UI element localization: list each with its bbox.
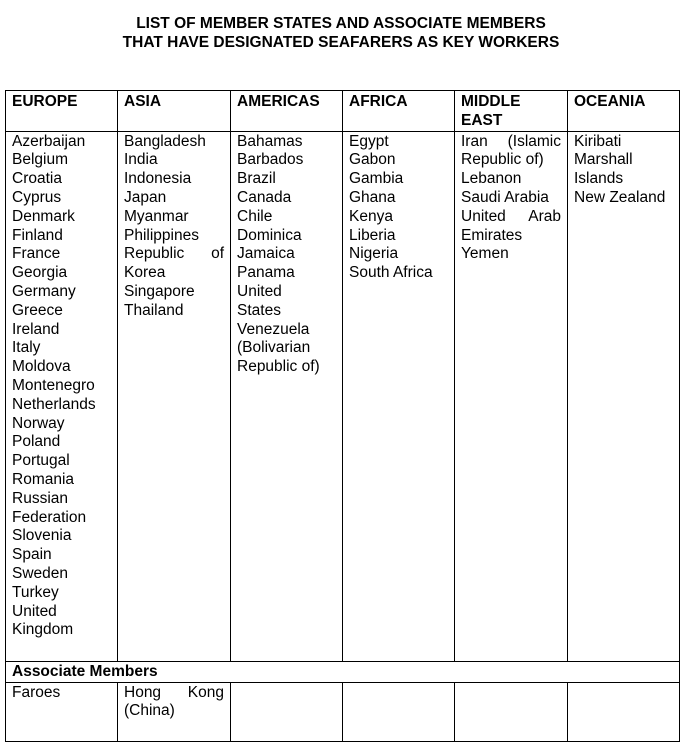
americas-cell <box>231 131 343 661</box>
list-item: Gambia <box>349 170 404 188</box>
list-item: Republic of) <box>461 151 544 169</box>
title-line-1: LIST OF MEMBER STATES AND ASSOCIATE MEMBERS <box>136 15 546 32</box>
list-item: Georgia <box>12 264 68 282</box>
europe-cell <box>6 131 118 661</box>
title-line-2: THAT HAVE DESIGNATED SEAFARERS AS KEY WORKERS <box>122 34 560 51</box>
list-item: (China) <box>124 702 175 720</box>
list-item: Greece <box>12 301 63 319</box>
list-item: Liberia <box>349 226 396 244</box>
header-asia: ASIA <box>118 91 231 132</box>
oceania-cell <box>568 131 680 661</box>
list-item: Bangladesh <box>124 132 206 150</box>
list-item: Moldova <box>12 358 71 376</box>
list-item: Turkey <box>12 583 59 601</box>
list-item: Brazil <box>237 170 276 188</box>
list-item: Cyprus <box>12 188 62 206</box>
header-africa: AFRICA <box>343 91 455 132</box>
list-item: Chile <box>237 207 273 225</box>
list-item: Hong Kong <box>124 683 224 701</box>
list-item: States <box>237 301 281 319</box>
list-item: South Africa <box>349 264 433 282</box>
list-item: Germany <box>12 282 76 300</box>
list-item: Russian <box>12 489 68 507</box>
list-item: Dominica <box>237 226 302 244</box>
list-item: Federation <box>12 508 87 526</box>
list-item: Faroes <box>12 683 61 701</box>
list-item: Yemen <box>461 245 509 263</box>
document-title <box>0 14 682 52</box>
list-item: United <box>237 282 282 300</box>
list-item: Panama <box>237 264 295 282</box>
header-americas: AMERICAS <box>231 91 343 132</box>
list-item: United <box>12 602 57 620</box>
list-item: Poland <box>12 433 61 451</box>
list-item: Ghana <box>349 188 396 206</box>
list-item: Azerbaijan <box>12 132 86 150</box>
list-item: Canada <box>237 188 292 206</box>
associate-members-row <box>6 682 680 741</box>
header-europe: EUROPE <box>6 91 118 132</box>
associate-africa-cell <box>343 682 455 741</box>
list-item: Denmark <box>12 207 75 225</box>
list-item: Emirates <box>461 226 523 244</box>
list-item: Islands <box>574 170 624 188</box>
list-item: Iran (Islamic <box>461 132 561 150</box>
list-item: Egypt <box>349 132 389 150</box>
associate-members-heading: Associate Members <box>6 661 680 682</box>
list-item: Italy <box>12 339 41 357</box>
list-item: Sweden <box>12 564 69 582</box>
list-item: India <box>124 151 158 169</box>
middle-east-cell <box>455 131 568 661</box>
list-item: Belgium <box>12 151 68 169</box>
list-item: Montenegro <box>12 376 95 394</box>
list-item: Singapore <box>124 282 195 300</box>
list-item: Saudi Arabia <box>461 188 549 206</box>
list-item: Finland <box>12 226 63 244</box>
list-item: Spain <box>12 546 52 564</box>
associate-americas-cell <box>231 682 343 741</box>
member-states-row <box>6 131 680 661</box>
list-item: Republic of <box>124 245 224 263</box>
list-item: Nigeria <box>349 245 399 263</box>
list-item: Netherlands <box>12 395 96 413</box>
list-item: Indonesia <box>124 170 192 188</box>
list-item: Ireland <box>12 320 60 338</box>
associate-middle-east-cell <box>455 682 568 741</box>
associate-asia-cell <box>118 682 231 741</box>
list-item: Japan <box>124 188 167 206</box>
list-item: Philippines <box>124 226 199 244</box>
list-item: Republic of) <box>237 358 320 376</box>
list-item: Korea <box>124 264 166 282</box>
asia-cell <box>118 131 231 661</box>
list-item: New Zealand <box>574 188 666 206</box>
list-item: Marshall <box>574 151 633 169</box>
header-oceania: OCEANIA <box>568 91 680 132</box>
list-item: Venezuela <box>237 320 310 338</box>
list-item: Slovenia <box>12 527 72 545</box>
list-item: Portugal <box>12 452 70 470</box>
list-item: Thailand <box>124 301 184 319</box>
list-item: Kenya <box>349 207 393 225</box>
list-item: Jamaica <box>237 245 295 263</box>
list-item: Romania <box>12 470 75 488</box>
associate-heading-row <box>6 661 680 682</box>
list-item: Kingdom <box>12 621 74 639</box>
header-middle-east: MIDDLE EAST <box>455 91 568 132</box>
list-item: Norway <box>12 414 65 432</box>
associate-europe-cell <box>6 682 118 741</box>
list-item: France <box>12 245 61 263</box>
header-row <box>6 91 680 132</box>
list-item: Barbados <box>237 151 304 169</box>
list-item: (Bolivarian <box>237 339 311 357</box>
associate-oceania-cell <box>568 682 680 741</box>
list-item: Bahamas <box>237 132 303 150</box>
list-item: Lebanon <box>461 170 522 188</box>
list-item: United Arab <box>461 207 561 225</box>
key-workers-table <box>5 90 680 742</box>
list-item: Myanmar <box>124 207 189 225</box>
list-item: Gabon <box>349 151 396 169</box>
list-item: Kiribati <box>574 132 622 150</box>
africa-cell <box>343 131 455 661</box>
list-item: Croatia <box>12 170 62 188</box>
